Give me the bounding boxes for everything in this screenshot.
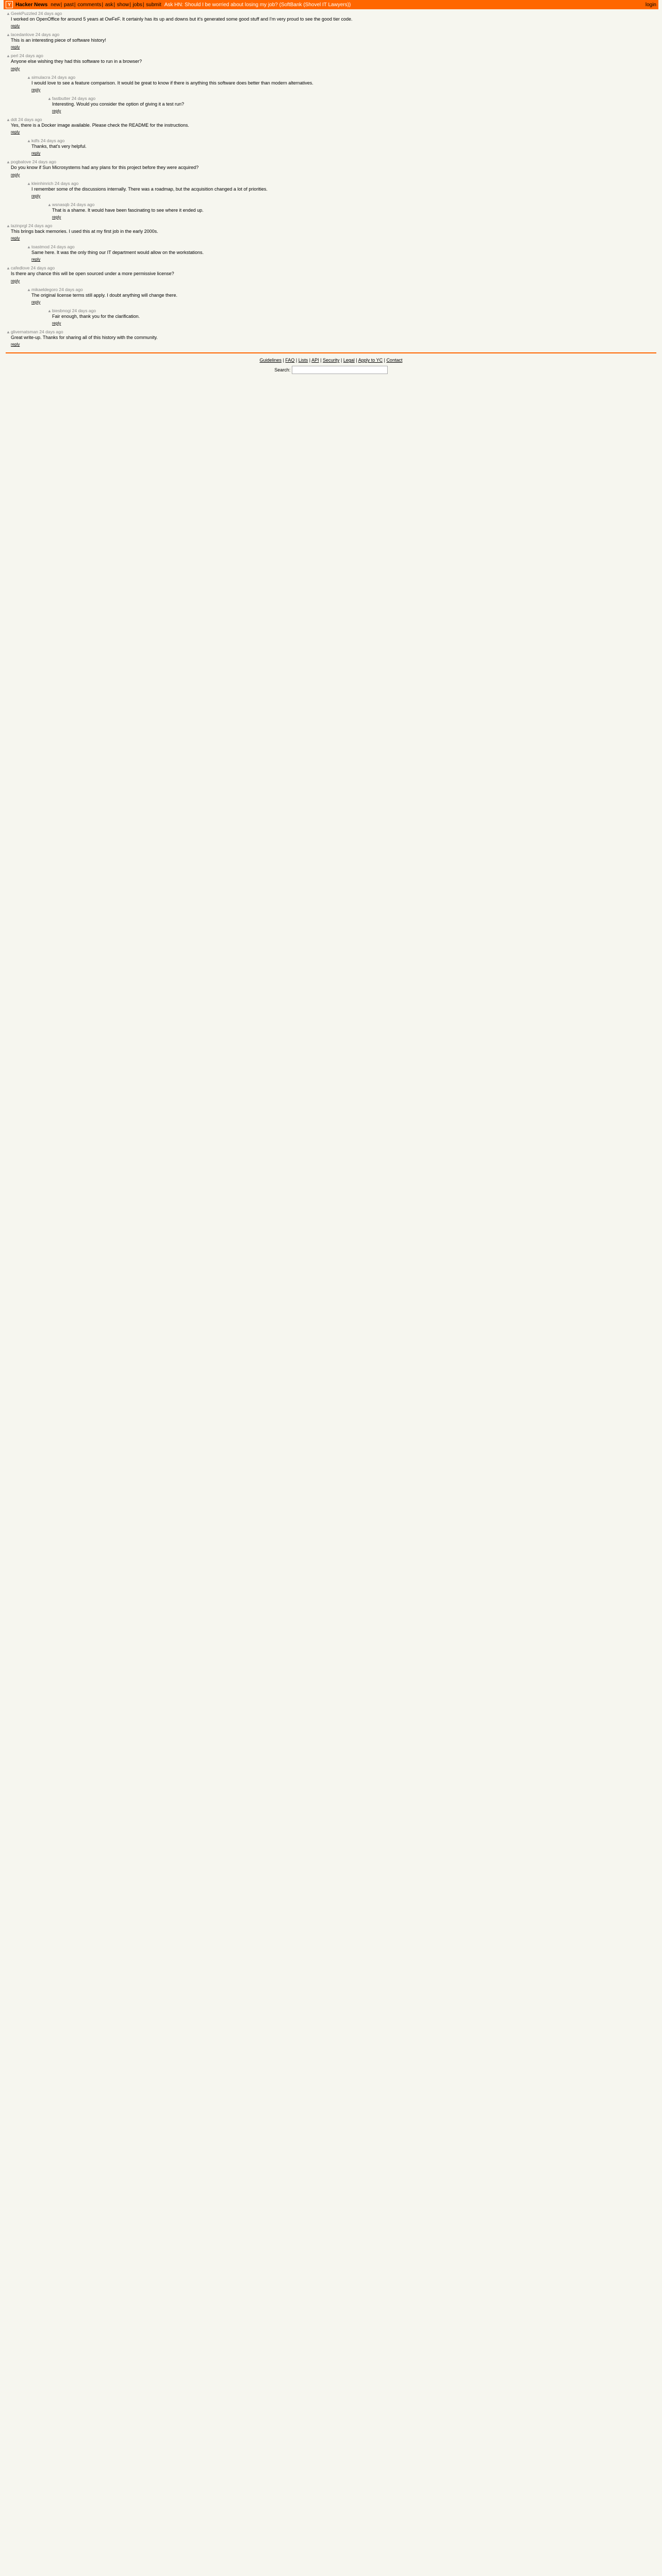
comment-text: I remember some of the discussions internally. There was a roadmap, but the acquisition changed a lot of priorities. (31, 186, 268, 192)
comment-age[interactable]: 24 days ago (72, 308, 96, 313)
comment-user[interactable]: wsnasqb (52, 201, 70, 207)
comment-age[interactable]: 24 days ago (70, 201, 95, 207)
top-bar (4, 0, 658, 9)
comment-age[interactable]: 24 days ago (51, 74, 76, 80)
footer-link[interactable]: Lists (298, 358, 308, 363)
comment (47, 308, 656, 326)
comment-text: Anyone else wishing they had this software to run in a browser? (11, 59, 142, 64)
comment-body (31, 181, 656, 199)
footer-link[interactable]: Apply to YC (358, 358, 383, 363)
comment-age[interactable]: 24 days ago (32, 159, 56, 165)
upvote-arrow-icon[interactable]: ▲ (47, 308, 52, 313)
site-brand[interactable]: Hacker News (15, 2, 48, 8)
comment-age[interactable]: 24 days ago (71, 95, 96, 101)
login-link[interactable]: login (645, 2, 656, 8)
comment-body (11, 329, 656, 347)
comment-meta (11, 11, 656, 16)
comment-meta (11, 117, 656, 123)
upvote-arrow-icon[interactable]: ▲ (6, 330, 10, 335)
nav-ask[interactable]: ask (105, 2, 113, 8)
reply-link[interactable]: reply (52, 321, 61, 326)
comment-meta (11, 265, 656, 271)
comment-body (11, 11, 656, 29)
comment-body (52, 308, 656, 326)
nav-show[interactable]: show (117, 2, 129, 8)
comment (6, 11, 656, 29)
nav-comments[interactable]: comments (77, 2, 102, 8)
comment (6, 32, 656, 50)
comment-user[interactable]: ddt (11, 117, 17, 123)
reply-link[interactable]: reply (11, 24, 20, 29)
comment-meta (31, 244, 656, 250)
main-nav: new| past| comments| ask| show| jobs| submit (51, 2, 161, 8)
hn-logo-icon[interactable]: Y (6, 1, 13, 8)
comment-user[interactable]: fastbutter (52, 95, 71, 101)
upvote-arrow-icon[interactable]: ▲ (47, 202, 52, 207)
upvote-arrow-icon[interactable]: ▲ (27, 75, 31, 80)
nav-jobs[interactable]: jobs (133, 2, 142, 8)
hn-page (4, 0, 658, 378)
reply-link[interactable]: reply (11, 45, 20, 50)
reply-link[interactable]: reply (52, 109, 61, 114)
upvote-arrow-icon[interactable]: ▲ (6, 54, 10, 59)
comment-body (52, 96, 656, 114)
comment-text: This is an interesting piece of software history! (11, 38, 106, 43)
comment-text: Do you know if Sun Microsystems had any plans for this project before they were acquired? (11, 165, 199, 171)
comment-text: Thanks, that's very helpful. (31, 144, 87, 149)
upvote-arrow-icon[interactable]: ▲ (6, 266, 10, 271)
upvote-arrow-icon[interactable]: ▲ (6, 32, 10, 38)
comment-user[interactable]: lacedanlove (11, 32, 35, 38)
comment (26, 287, 656, 305)
comment-body (31, 138, 656, 156)
reply-link[interactable]: reply (31, 257, 41, 262)
comment-body (31, 244, 656, 262)
comment-user[interactable]: biesbnogi (52, 308, 71, 313)
comment-text: That is a shame. It would have been fascinating to see where it ended up. (52, 207, 204, 213)
comment-user[interactable]: perl (11, 53, 19, 59)
comment (6, 159, 656, 177)
search-label: Search: (274, 367, 291, 373)
search-input[interactable] (292, 366, 388, 374)
comment (6, 117, 656, 135)
comment-text: I worked on OpenOffice for around 5 years at OwFeF. It certainly has its up and downs but it's generated some good stuff and I'm very proud to see the good tier code. (11, 16, 353, 22)
footer-link[interactable]: Guidelines (259, 358, 282, 363)
reply-link[interactable]: reply (11, 66, 20, 71)
comment-user[interactable]: cafedlove (11, 265, 30, 271)
comment-text: Same here. It was the only thing our IT department would allow on the workstations. (31, 250, 204, 256)
upvote-arrow-icon[interactable]: ▲ (6, 117, 10, 123)
reply-link[interactable]: reply (11, 236, 20, 241)
upvote-arrow-icon[interactable]: ▲ (6, 160, 10, 165)
comment-age[interactable]: 24 days ago (35, 32, 60, 38)
comment-meta (31, 138, 656, 144)
comment-age[interactable]: 24 days ago (51, 244, 75, 250)
comment-meta (11, 223, 656, 229)
comment-meta (11, 159, 656, 165)
comment-text: Is there any chance this will be open sourced under a more permissive license? (11, 271, 174, 277)
reply-link[interactable]: reply (11, 278, 20, 283)
reply-link[interactable]: reply (52, 215, 61, 220)
comment (6, 329, 656, 347)
comment-body (31, 287, 656, 305)
comment-user[interactable]: toastmod (31, 244, 49, 250)
comment-age[interactable]: 24 days ago (40, 138, 65, 144)
upvote-arrow-icon[interactable]: ▲ (27, 287, 31, 292)
footer-link[interactable]: Contact (386, 358, 403, 363)
footer-link[interactable]: API (311, 358, 319, 363)
comment-meta (52, 96, 656, 101)
comment-user[interactable]: GeekPuzzled (11, 11, 37, 16)
footer-link[interactable]: Security (322, 358, 340, 363)
reply-link[interactable]: reply (11, 342, 20, 347)
comment-text: Interesting. Would you consider the option of giving it a test run? (52, 101, 184, 107)
comment (26, 244, 656, 262)
comment-tree (4, 9, 658, 347)
comment (26, 181, 656, 199)
upvote-arrow-icon[interactable]: ▲ (47, 96, 52, 101)
upvote-arrow-icon[interactable]: ▲ (6, 224, 10, 229)
comment-user[interactable]: pogbalove (11, 159, 31, 165)
comment-age[interactable]: 24 days ago (39, 329, 63, 335)
comment-body (11, 265, 656, 283)
comment-text: Great write-up. Thanks for sharing all of this history with the community. (11, 335, 158, 341)
reply-link[interactable]: reply (31, 193, 41, 198)
comment-body (11, 53, 656, 71)
comment-body (52, 202, 656, 220)
comment (6, 53, 656, 71)
footer (6, 352, 656, 378)
thread-title: Ask HN: Should I be worried about losing my job? (SoftBank (Shovel IT Lawyers)) (164, 2, 351, 8)
comment-meta (52, 308, 656, 314)
comment-text: This brings back memories. I used this at my first job in the early 2000s. (11, 229, 158, 234)
reply-link[interactable]: reply (31, 151, 41, 156)
footer-links: Guidelines | FAQ | Lists | API | Security | Legal | Apply to YC | Contact (259, 358, 403, 363)
comment-meta (31, 287, 656, 293)
comment-text: Fair enough, thank you for the clarification. (52, 313, 140, 319)
reply-link[interactable]: reply (11, 172, 20, 177)
nav-past[interactable]: past (64, 2, 74, 8)
comment-age[interactable]: 24 days ago (59, 286, 83, 292)
comment (6, 265, 656, 283)
reply-link[interactable]: reply (31, 87, 41, 92)
comment-user[interactable]: lazinprgl (11, 223, 27, 229)
upvote-arrow-icon[interactable]: ▲ (6, 11, 10, 16)
comment-user[interactable]: kleinhinrich (31, 180, 54, 186)
upvote-arrow-icon[interactable]: ▲ (27, 139, 31, 144)
comment-body (31, 75, 656, 93)
comment-age[interactable]: 24 days ago (28, 223, 53, 229)
comment-body (11, 223, 656, 241)
comment-user[interactable]: glivernatsman (11, 329, 38, 335)
comment-text: I would love to see a feature comparison. It would be great to know if there is anything this software does better than modern alternatives. (31, 80, 313, 86)
comment (26, 75, 656, 93)
comment-age[interactable]: 24 days ago (54, 180, 79, 186)
comment-age[interactable]: 24 days ago (30, 265, 55, 271)
comment-meta (31, 181, 656, 187)
upvote-arrow-icon[interactable]: ▲ (27, 181, 31, 186)
comment-meta (11, 329, 656, 335)
comment-body (11, 117, 656, 135)
upvote-arrow-icon[interactable]: ▲ (27, 245, 31, 250)
footer-link[interactable]: FAQ (285, 358, 295, 363)
comment-age[interactable]: 24 days ago (18, 117, 42, 123)
reply-link[interactable]: reply (31, 299, 41, 304)
comment-user[interactable]: simulacra (31, 74, 51, 80)
comment (6, 223, 656, 241)
footer-link[interactable]: Legal (343, 358, 355, 363)
comment-text: Yes, there is a Docker image available. Please check the README for the instructions. (11, 123, 189, 128)
comment (47, 96, 656, 114)
comment-user[interactable]: mikaeldegoro (31, 286, 58, 292)
comment-age[interactable]: 24 days ago (19, 53, 43, 59)
comment-body (11, 32, 656, 50)
comment-user[interactable]: kdfs (31, 138, 40, 144)
comment-age[interactable]: 24 days ago (38, 11, 62, 16)
nav-submit[interactable]: submit (146, 2, 161, 8)
comment (26, 138, 656, 156)
nav-new[interactable]: new (51, 2, 60, 8)
comment-text: The original license terms still apply. I doubt anything will change there. (31, 292, 177, 298)
search-row (6, 366, 656, 374)
reply-link[interactable]: reply (11, 130, 20, 135)
comment-meta (31, 75, 656, 80)
comment-body (11, 159, 656, 177)
comment-meta (52, 202, 656, 208)
comment-meta (11, 53, 656, 59)
comment-meta (11, 32, 656, 38)
comment (47, 202, 656, 220)
